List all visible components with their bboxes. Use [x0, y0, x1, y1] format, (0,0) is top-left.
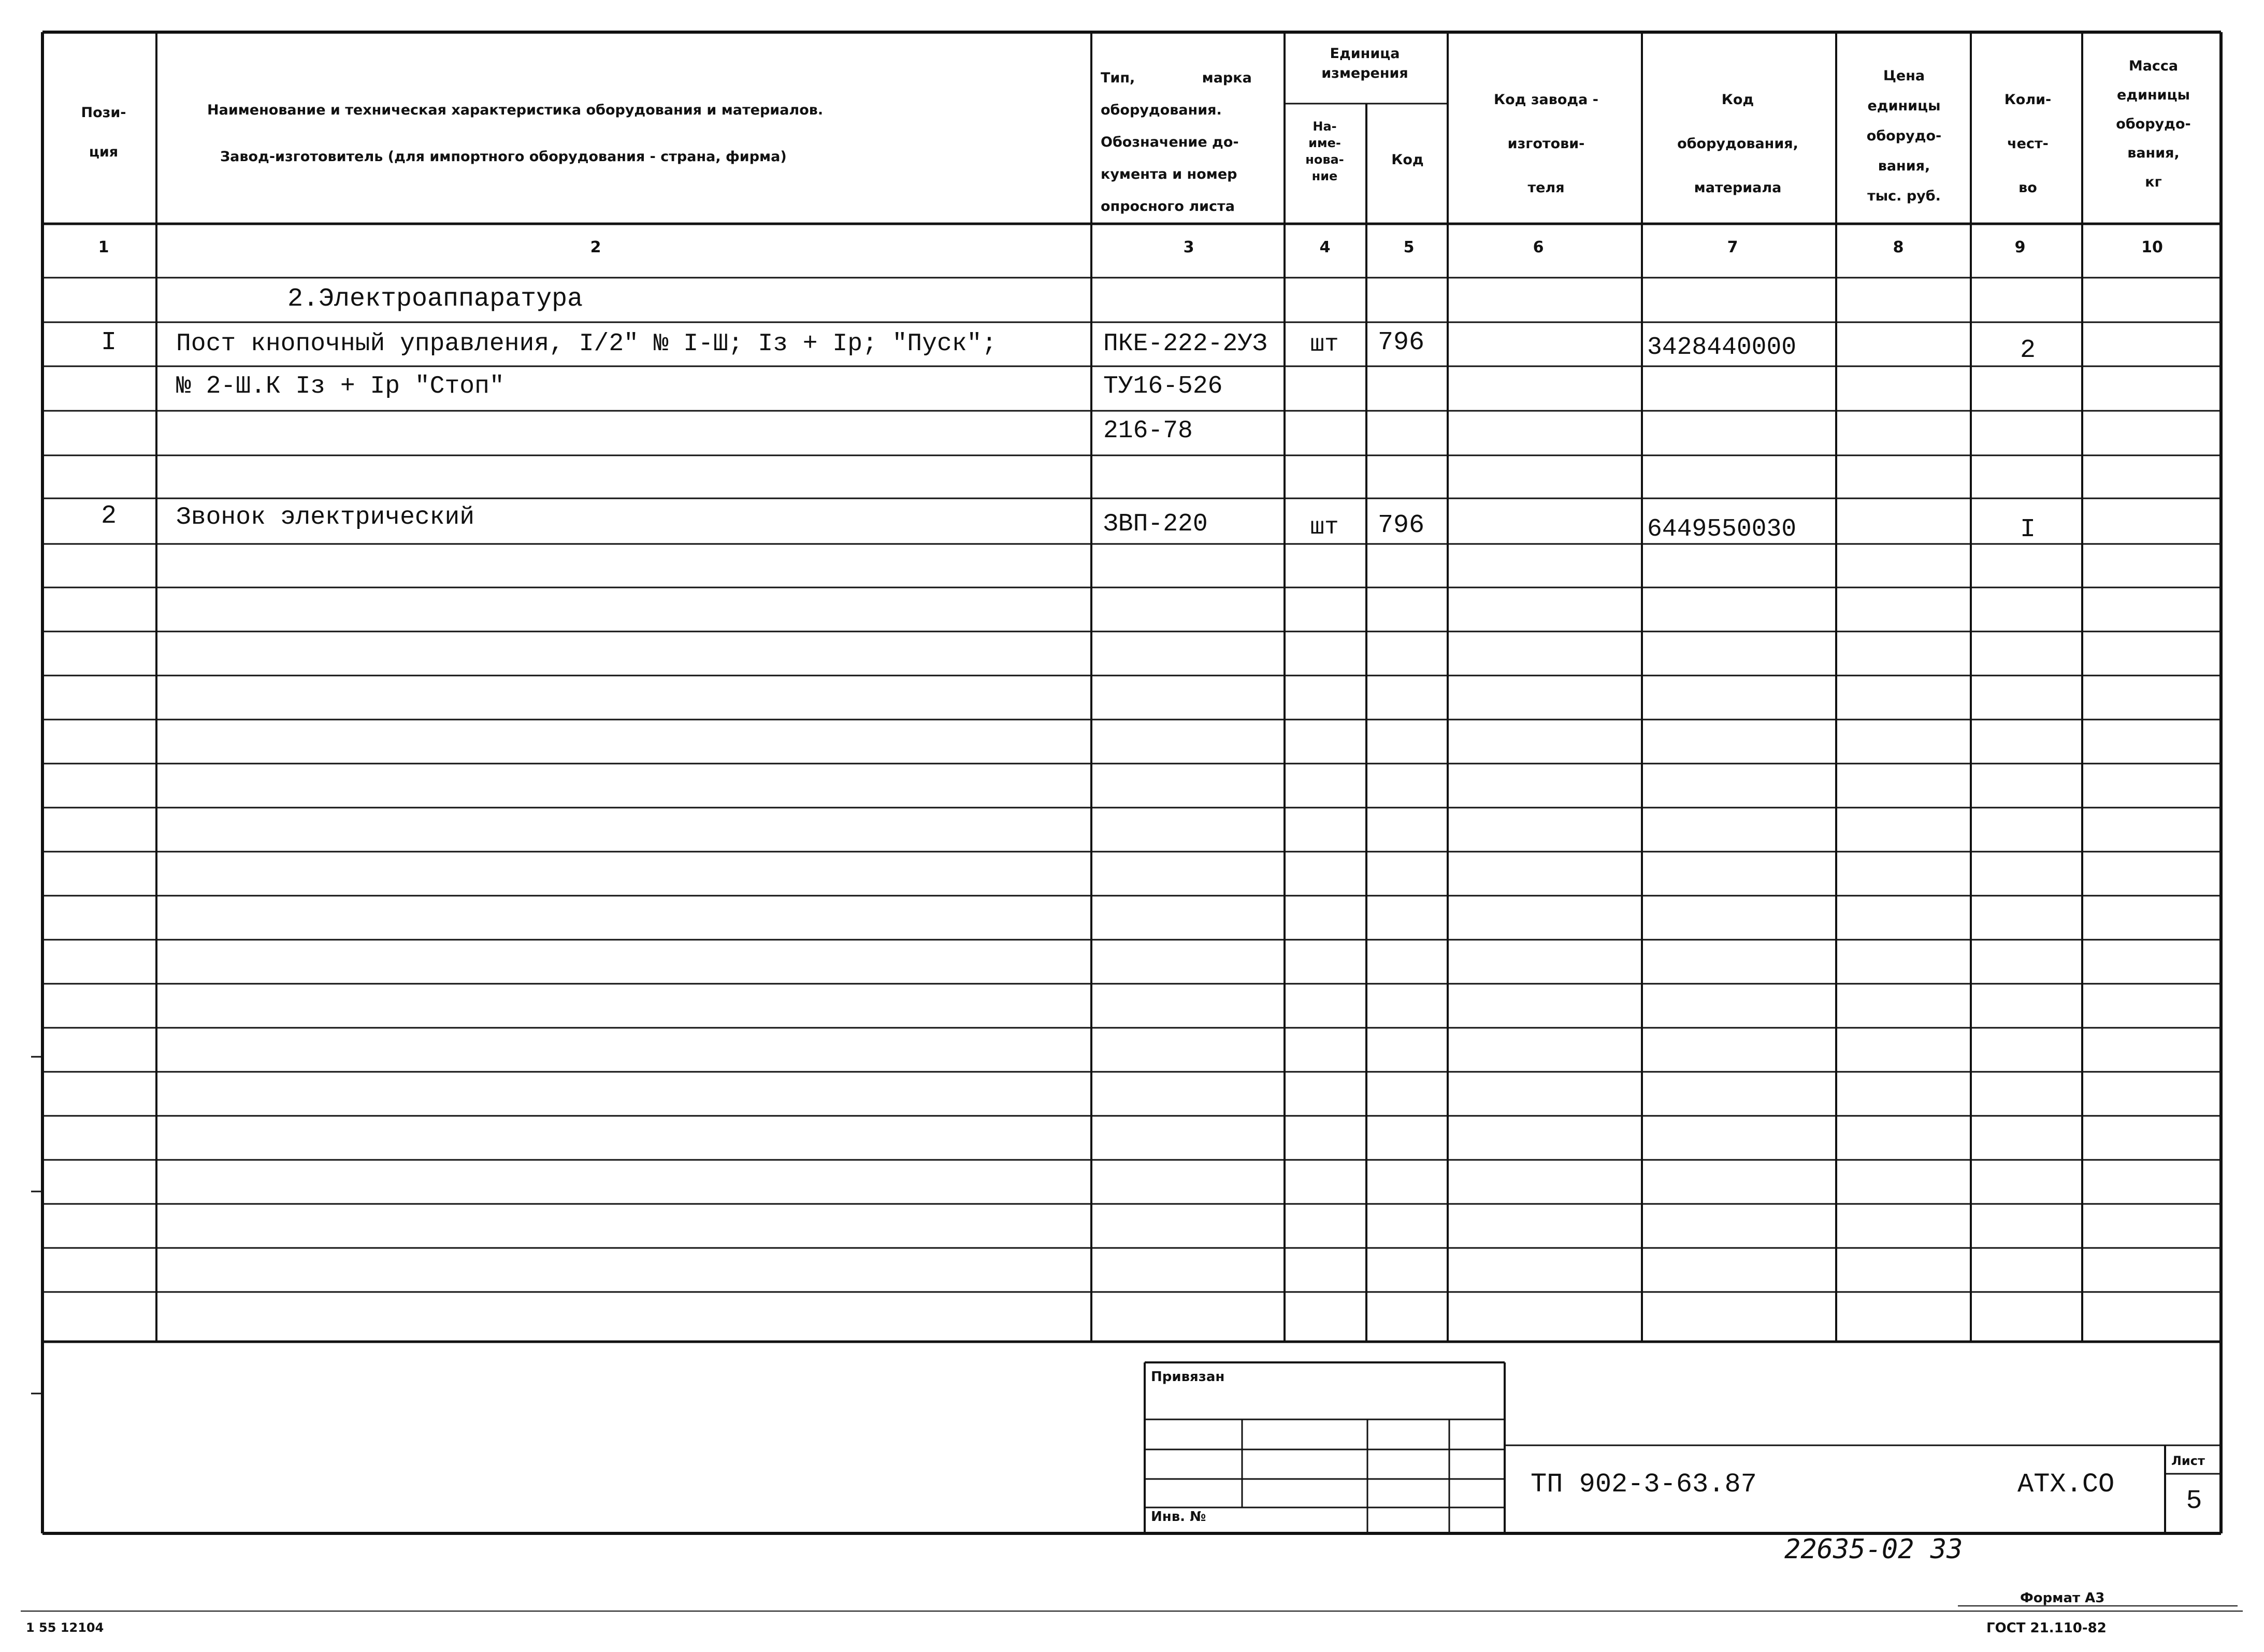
stamp-section-code: АТХ.СО: [2017, 1469, 2115, 1500]
table-row-equipment-code: 3428440000: [1647, 334, 1797, 362]
stamp-sheet-number: 5: [2186, 1486, 2202, 1516]
table-row-type: ПКЕ-222-2УЗ: [1103, 330, 1267, 358]
colnum-3: 3: [1183, 238, 1194, 256]
header-unit-group: Единица измерения: [1321, 46, 1408, 81]
header-col8: Цена единицы оборудо- вания, тыс. руб.: [1866, 68, 1942, 204]
stamp-privyazan: Привязан: [1151, 1369, 1225, 1385]
colnum-4: 4: [1319, 238, 1331, 256]
table-row-position: I: [100, 328, 117, 357]
section-title: 2.Электроаппаратура: [287, 284, 583, 314]
table-row-unit: шт: [1310, 514, 1339, 541]
stamp-sheet-label: Лист: [2171, 1454, 2205, 1468]
stamp-document-code: ТП 902-3-63.87: [1531, 1469, 1757, 1500]
table-row-type: 216-78: [1103, 417, 1193, 445]
table-row-type: ТУ16-526: [1103, 372, 1223, 400]
table-row-unit: шт: [1310, 331, 1339, 358]
table-row-type: ЗВП-220: [1103, 510, 1208, 538]
colnum-7: 7: [1727, 238, 1738, 256]
colnum-10: 10: [2141, 238, 2163, 256]
table-row-name: Звонок электрический: [176, 504, 475, 531]
stamp-inv-number: Инв. №: [1151, 1509, 1206, 1525]
handwritten-number: 22635-02 33: [1784, 1534, 1963, 1565]
table-row-name: № 2-Ш.К Iз + Iр "Стоп": [176, 372, 504, 400]
format-label: Формат А3: [2020, 1590, 2105, 1606]
table-row-quantity: 2: [2020, 336, 2036, 365]
colnum-2: 2: [590, 238, 601, 256]
colnum-1: 1: [98, 238, 109, 256]
header-col3: Тип, марка оборудования. Обозначение до- кумента и номер опросного листа: [1101, 70, 1252, 214]
header-col1: Пози- ция: [81, 105, 126, 160]
table-row-quantity: I: [2020, 515, 2036, 544]
table-row-unit-code: 796: [1378, 511, 1425, 540]
header-col9: Коли- чест- во: [2004, 92, 2052, 196]
table-row-equipment-code: 6449550030: [1647, 515, 1797, 543]
colnum-6: 6: [1533, 238, 1544, 256]
colnum-8: 8: [1893, 238, 1904, 256]
colnum-5: 5: [1403, 238, 1415, 256]
header-col4: На- име- нова- ние: [1305, 119, 1344, 183]
header-col10: Масса единицы оборудо- вания, кг: [2116, 58, 2191, 190]
left-code: 1 55 12104: [26, 1620, 104, 1635]
header-col5: Код: [1391, 152, 1424, 168]
header-col7: Код оборудования, материала: [1677, 92, 1798, 196]
header-col2: Наименование и техническая характеристика оборудования и материалов. Завод-изготовитель (для импортного оборудования - страна, фирма): [207, 102, 824, 165]
colnum-9: 9: [2014, 238, 2026, 256]
header-col6: Код завода - изготови- теля: [1494, 92, 1598, 196]
table-row-unit-code: 796: [1378, 328, 1425, 357]
gost-label: ГОСТ 21.110-82: [1986, 1620, 2107, 1636]
table-row-position: 2: [100, 501, 117, 531]
table-row-name: Пост кнопочный управления, I/2" № I-Ш; Iз + Iр; "Пуск";: [176, 330, 997, 358]
